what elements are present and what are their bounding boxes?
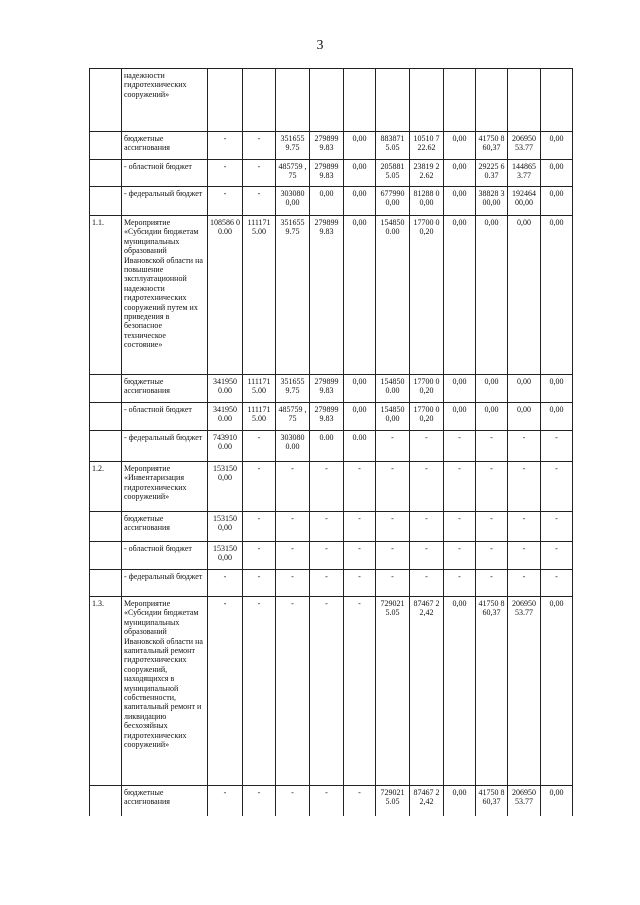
amount-cell: 0,00 xyxy=(508,403,541,431)
amount-cell: - xyxy=(243,187,276,216)
amount-cell xyxy=(508,69,541,132)
table-row xyxy=(90,132,573,160)
amount-cell: 0,00 xyxy=(444,786,476,816)
row-number-cell xyxy=(90,403,122,431)
amount-cell: - xyxy=(444,570,476,597)
amount-cell: 729021 5.05 xyxy=(376,786,410,816)
amount-cell: - xyxy=(276,512,310,542)
amount-cell: - xyxy=(508,431,541,462)
item-name-cell: бюджетные ассигнования xyxy=(122,132,208,160)
page-number: 3 xyxy=(316,38,324,53)
amount-cell: - xyxy=(243,462,276,512)
amount-cell: - xyxy=(344,512,376,542)
item-name-cell: Мероприятие «Инвентаризация гидротехнических сооружений» xyxy=(122,462,208,512)
amount-cell: - xyxy=(376,462,410,512)
amount-cell: 0,00 xyxy=(476,403,508,431)
amount-cell: - xyxy=(444,462,476,512)
item-name-cell: - федеральный бюджет xyxy=(122,431,208,462)
amount-cell: - xyxy=(276,462,310,512)
item-name-cell: - федеральный бюджет xyxy=(122,570,208,597)
amount-cell: 144865 3.77 xyxy=(508,160,541,187)
amount-cell: 0,00 xyxy=(444,597,476,786)
amount-cell: 279899 9.83 xyxy=(310,132,344,160)
amount-cell: - xyxy=(476,431,508,462)
amount-cell: 0,00 xyxy=(541,160,573,187)
amount-cell: - xyxy=(276,542,310,570)
amount-cell: 111171 5.00 xyxy=(243,375,276,403)
row-number-cell xyxy=(90,187,122,216)
amount-cell: 0,00 xyxy=(541,375,573,403)
amount-cell: 0,00 xyxy=(344,132,376,160)
amount-cell: 0,00 xyxy=(476,375,508,403)
amount-cell: 38828 300,00 xyxy=(476,187,508,216)
amount-cell: 743910 0.00 xyxy=(208,431,243,462)
amount-cell: 154850 0.00 xyxy=(376,375,410,403)
amount-cell: 153150 0,00 xyxy=(208,542,243,570)
amount-cell: 111171 5.00 xyxy=(243,216,276,375)
amount-cell xyxy=(310,69,344,132)
amount-cell: 153150 0,00 xyxy=(208,512,243,542)
amount-cell: 23819 22.62 xyxy=(410,160,444,187)
amount-cell: 206950 53.77 xyxy=(508,597,541,786)
amount-cell: 883871 5.05 xyxy=(376,132,410,160)
table-row xyxy=(90,403,573,431)
amount-cell: - xyxy=(310,786,344,816)
amount-cell: - xyxy=(541,570,573,597)
amount-cell: - xyxy=(208,570,243,597)
amount-cell: - xyxy=(541,542,573,570)
amount-cell: - xyxy=(243,431,276,462)
amount-cell: - xyxy=(344,597,376,786)
amount-cell: 279899 9.83 xyxy=(310,375,344,403)
amount-cell: - xyxy=(208,187,243,216)
row-number-cell xyxy=(90,570,122,597)
amount-cell: 0,00 xyxy=(444,375,476,403)
amount-cell: 41750 860,37 xyxy=(476,132,508,160)
amount-cell: - xyxy=(476,512,508,542)
table-row xyxy=(90,512,573,542)
amount-cell: 0,00 xyxy=(444,160,476,187)
amount-cell: 0,00 xyxy=(444,403,476,431)
amount-cell: 205881 5.05 xyxy=(376,160,410,187)
amount-cell: 108586 00.00 xyxy=(208,216,243,375)
table-row xyxy=(90,570,573,597)
amount-cell: - xyxy=(276,597,310,786)
amount-cell: 485759 ,75 xyxy=(276,403,310,431)
amount-cell: 0,00 xyxy=(344,403,376,431)
amount-cell: - xyxy=(344,542,376,570)
table-row xyxy=(90,786,573,816)
amount-cell xyxy=(243,69,276,132)
amount-cell: 279899 9.83 xyxy=(310,160,344,187)
table-row xyxy=(90,187,573,216)
row-number-cell xyxy=(90,375,122,403)
amount-cell: 192464 00,00 xyxy=(508,187,541,216)
table-row xyxy=(90,69,573,132)
amount-cell: - xyxy=(276,786,310,816)
amount-cell: 0,00 xyxy=(541,597,573,786)
amount-cell: 81288 00,00 xyxy=(410,187,444,216)
amount-cell: - xyxy=(310,542,344,570)
table-row xyxy=(90,431,573,462)
amount-cell xyxy=(208,69,243,132)
table-row xyxy=(90,160,573,187)
amount-cell: 153150 0,00 xyxy=(208,462,243,512)
amount-cell: 41750 860,37 xyxy=(476,786,508,816)
amount-cell: - xyxy=(208,786,243,816)
amount-cell: - xyxy=(376,431,410,462)
amount-cell: - xyxy=(541,462,573,512)
amount-cell: 17700 00,20 xyxy=(410,216,444,375)
amount-cell: - xyxy=(243,570,276,597)
table-row xyxy=(90,542,573,570)
amount-cell xyxy=(476,69,508,132)
amount-cell: 29225 60.37 xyxy=(476,160,508,187)
amount-cell: 111171 5.00 xyxy=(243,403,276,431)
amount-cell: 0,00 xyxy=(344,216,376,375)
amount-cell: 154850 0,00 xyxy=(376,403,410,431)
item-name-cell: - областной бюджет xyxy=(122,160,208,187)
item-name-cell: Мероприятие «Субсидии бюджетам муниципальных образований Ивановской области на повышение эксплуатационной надежности гидротехнических сооружений путем их приведения в безопасное техническое состояние» xyxy=(122,216,208,375)
row-number-cell xyxy=(90,132,122,160)
budget-table xyxy=(89,68,573,816)
amount-cell: - xyxy=(508,570,541,597)
amount-cell: - xyxy=(410,462,444,512)
amount-cell: - xyxy=(310,462,344,512)
amount-cell: - xyxy=(476,570,508,597)
amount-cell: 0,00 xyxy=(444,187,476,216)
amount-cell: - xyxy=(444,542,476,570)
amount-cell: 0,00 xyxy=(541,786,573,816)
amount-cell: 0,00 xyxy=(476,216,508,375)
item-name-cell: - федеральный бюджет xyxy=(122,187,208,216)
amount-cell: - xyxy=(344,570,376,597)
amount-cell: - xyxy=(310,597,344,786)
amount-cell: - xyxy=(508,542,541,570)
amount-cell: - xyxy=(310,570,344,597)
table-row xyxy=(90,462,573,512)
amount-cell: - xyxy=(344,462,376,512)
amount-cell: 41750 860,37 xyxy=(476,597,508,786)
amount-cell: - xyxy=(541,431,573,462)
amount-cell: - xyxy=(243,597,276,786)
amount-cell: - xyxy=(410,512,444,542)
amount-cell: 87467 22,42 xyxy=(410,597,444,786)
amount-cell: - xyxy=(344,786,376,816)
amount-cell: - xyxy=(276,570,310,597)
amount-cell xyxy=(344,69,376,132)
row-number-cell xyxy=(90,512,122,542)
amount-cell xyxy=(541,69,573,132)
amount-cell: - xyxy=(508,512,541,542)
amount-cell: 0,00 xyxy=(541,216,573,375)
amount-cell: 0,00 xyxy=(444,216,476,375)
table-row xyxy=(90,597,573,786)
amount-cell: - xyxy=(476,542,508,570)
amount-cell: - xyxy=(410,431,444,462)
amount-cell: 351655 9.75 xyxy=(276,216,310,375)
item-name-cell: бюджетные ассигнования xyxy=(122,786,208,816)
amount-cell: - xyxy=(541,512,573,542)
item-name-cell: - областной бюджет xyxy=(122,542,208,570)
amount-cell: 279899 9.83 xyxy=(310,216,344,375)
amount-cell: 0,00 xyxy=(444,132,476,160)
item-name-cell: - областной бюджет xyxy=(122,403,208,431)
amount-cell: 303080 0.00 xyxy=(276,431,310,462)
amount-cell: 341950 0.00 xyxy=(208,403,243,431)
amount-cell: 351655 9.75 xyxy=(276,375,310,403)
amount-cell: - xyxy=(310,512,344,542)
amount-cell: - xyxy=(376,542,410,570)
amount-cell: - xyxy=(243,160,276,187)
item-name-cell: надежности гидротехнических сооружений» xyxy=(122,69,208,132)
amount-cell: 206950 53.77 xyxy=(508,786,541,816)
amount-cell: 0,00 xyxy=(508,216,541,375)
amount-cell: 485759 ,75 xyxy=(276,160,310,187)
amount-cell: 0,00 xyxy=(541,132,573,160)
amount-cell: 87467 22,42 xyxy=(410,786,444,816)
amount-cell: - xyxy=(410,542,444,570)
amount-cell: - xyxy=(444,512,476,542)
row-number-cell xyxy=(90,786,122,816)
amount-cell xyxy=(376,69,410,132)
row-number-cell xyxy=(90,69,122,132)
amount-cell: 0.00 xyxy=(344,431,376,462)
table-row xyxy=(90,216,573,375)
amount-cell: 17700 00,20 xyxy=(410,403,444,431)
amount-cell: - xyxy=(243,132,276,160)
amount-cell: 0,00 xyxy=(344,187,376,216)
amount-cell: 17700 00,20 xyxy=(410,375,444,403)
amount-cell: 0.00 xyxy=(310,431,344,462)
item-name-cell: Мероприятие «Субсидии бюджетам муниципальных образований Ивановской области на капитальный ремонт гидротехнических сооружений, находящихся в муниципальной собственности, капитальный ремонт и ликвидацию бесхозяйных гидротехнических сооружений» xyxy=(122,597,208,786)
amount-cell xyxy=(410,69,444,132)
amount-cell: 0,00 xyxy=(344,160,376,187)
amount-cell: 206950 53.77 xyxy=(508,132,541,160)
amount-cell: 341950 0.00 xyxy=(208,375,243,403)
amount-cell: 0,00 xyxy=(310,187,344,216)
amount-cell: - xyxy=(508,462,541,512)
amount-cell: 729021 5.05 xyxy=(376,597,410,786)
amount-cell: - xyxy=(208,160,243,187)
row-number-cell: 1.2. xyxy=(90,462,122,512)
row-number-cell xyxy=(90,431,122,462)
amount-cell: 0,00 xyxy=(508,375,541,403)
amount-cell: 0,00 xyxy=(344,375,376,403)
amount-cell: - xyxy=(376,570,410,597)
amount-cell: 0,00 xyxy=(541,187,573,216)
row-number-cell xyxy=(90,160,122,187)
amount-cell: 154850 0.00 xyxy=(376,216,410,375)
item-name-cell: бюджетные ассигнования xyxy=(122,375,208,403)
row-number-cell: 1.3. xyxy=(90,597,122,786)
amount-cell: 10510 722.62 xyxy=(410,132,444,160)
row-number-cell xyxy=(90,542,122,570)
amount-cell: - xyxy=(243,786,276,816)
amount-cell: - xyxy=(476,462,508,512)
amount-cell: 0,00 xyxy=(541,403,573,431)
amount-cell: - xyxy=(410,570,444,597)
row-number-cell: 1.1. xyxy=(90,216,122,375)
amount-cell: - xyxy=(444,431,476,462)
amount-cell: 303080 0,00 xyxy=(276,187,310,216)
amount-cell: 677990 0,00 xyxy=(376,187,410,216)
amount-cell: - xyxy=(243,512,276,542)
amount-cell xyxy=(276,69,310,132)
amount-cell: - xyxy=(243,542,276,570)
amount-cell: - xyxy=(376,512,410,542)
amount-cell: - xyxy=(208,132,243,160)
table-row xyxy=(90,375,573,403)
amount-cell: 279899 9.83 xyxy=(310,403,344,431)
amount-cell xyxy=(444,69,476,132)
amount-cell: 351655 9.75 xyxy=(276,132,310,160)
amount-cell: - xyxy=(208,597,243,786)
item-name-cell: бюджетные ассигнования xyxy=(122,512,208,542)
